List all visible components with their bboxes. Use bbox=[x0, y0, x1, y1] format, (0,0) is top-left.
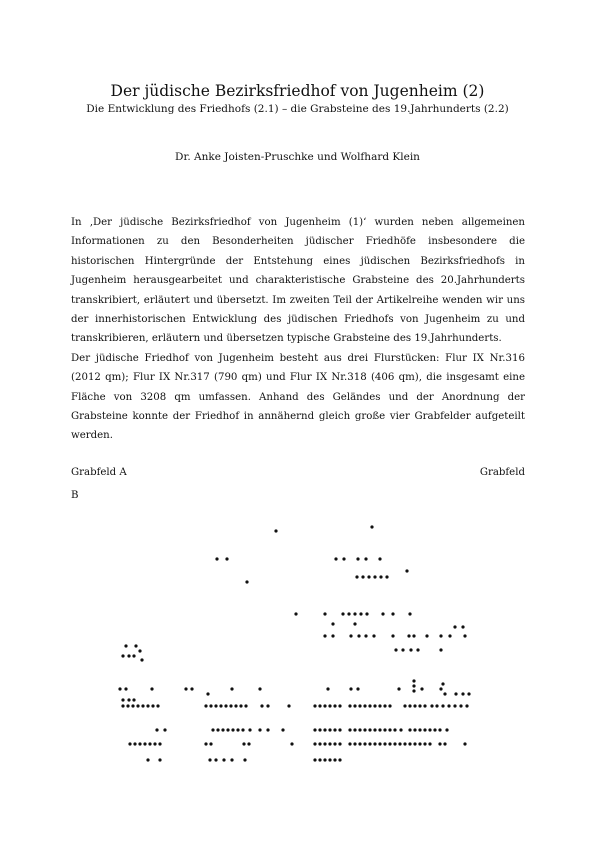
gravestone-marker bbox=[156, 704, 159, 707]
gravestone-marker bbox=[409, 648, 412, 651]
gravestone-marker bbox=[378, 742, 381, 745]
gravestone-marker bbox=[214, 704, 217, 707]
gravestone-marker bbox=[373, 575, 376, 578]
gravestone-marker bbox=[347, 612, 350, 615]
gravestone-marker bbox=[215, 557, 218, 560]
gravestone-marker bbox=[428, 728, 431, 731]
gravestone-marker bbox=[158, 742, 161, 745]
gravestone-marker bbox=[208, 758, 211, 761]
gravestone-marker bbox=[260, 704, 263, 707]
gravestone-marker bbox=[124, 644, 127, 647]
gravestone-marker bbox=[391, 612, 394, 615]
gravestone-marker bbox=[333, 728, 336, 731]
gravestone-marker bbox=[408, 742, 411, 745]
gravestone-marker bbox=[413, 704, 416, 707]
gravestone-marker bbox=[274, 529, 277, 532]
gravestone-marker bbox=[465, 704, 468, 707]
gravestone-marker bbox=[439, 634, 442, 637]
gravestone-marker bbox=[204, 704, 207, 707]
gravestone-marker bbox=[348, 704, 351, 707]
gravestone-marker bbox=[383, 704, 386, 707]
gravestone-marker bbox=[365, 612, 368, 615]
gravestone-marker bbox=[367, 575, 370, 578]
gravestone-marker bbox=[383, 728, 386, 731]
gravestone-marker bbox=[133, 742, 136, 745]
gravestone-marker bbox=[138, 742, 141, 745]
gravestone-marker bbox=[353, 622, 356, 625]
gravestone-marker bbox=[323, 742, 326, 745]
gravestone-marker bbox=[318, 704, 321, 707]
gravestone-marker bbox=[405, 569, 408, 572]
gravestone-marker bbox=[225, 557, 228, 560]
gravestone-marker bbox=[131, 704, 134, 707]
page-title: Der jüdische Bezirksfriedhof von Jugenheim (2) bbox=[110, 82, 485, 100]
gravestone-marker bbox=[328, 758, 331, 761]
gravestone-marker bbox=[143, 742, 146, 745]
gravestone-marker bbox=[412, 684, 415, 687]
gravestone-marker bbox=[326, 687, 329, 690]
gravestone-marker bbox=[146, 758, 149, 761]
gravestone-marker bbox=[216, 728, 219, 731]
gravestone-marker bbox=[128, 742, 131, 745]
gravestone-marker bbox=[323, 612, 326, 615]
gravestone-marker bbox=[342, 557, 345, 560]
gravestone-dots bbox=[118, 525, 470, 761]
gravestone-marker bbox=[359, 612, 362, 615]
gravestone-marker bbox=[266, 728, 269, 731]
gravestone-marker bbox=[413, 742, 416, 745]
gravestone-marker bbox=[127, 654, 130, 657]
gravestone-marker bbox=[378, 704, 381, 707]
gravestone-marker bbox=[190, 687, 193, 690]
gravestone-marker bbox=[397, 687, 400, 690]
gravestone-marker bbox=[353, 612, 356, 615]
gravestone-marker bbox=[290, 742, 293, 745]
gravestone-marker bbox=[222, 758, 225, 761]
gravestone-marker bbox=[209, 704, 212, 707]
gravestone-marker bbox=[141, 704, 144, 707]
gravestone-marker bbox=[239, 704, 242, 707]
gravestone-marker bbox=[428, 742, 431, 745]
gravestone-marker bbox=[248, 728, 251, 731]
gravestone-marker bbox=[364, 634, 367, 637]
gravestone-marker bbox=[435, 704, 438, 707]
gravestone-marker bbox=[121, 698, 124, 701]
paragraph-flurstuecke: Der jüdische Friedhof von Jugenheim besteht aus drei Flurstücken: Flur IX Nr.316 (2012 qm); Flur IX Nr.317 (790 qm) und Flur IX Nr.318 (406 qm), die insgesamt eine Fläche von 3208 qm umfassen. Anhand des Geländes und der Anordnung der Grabsteine konnte der Friedhof in annähernd gleich große vier Grabfelder aufgeteilt werden. bbox=[71, 352, 525, 442]
gravestone-marker bbox=[412, 689, 415, 692]
gravestone-marker bbox=[353, 704, 356, 707]
gravestone-marker bbox=[463, 742, 466, 745]
gravestone-marker bbox=[356, 557, 359, 560]
gravestone-marker bbox=[358, 728, 361, 731]
gravestone-marker bbox=[229, 704, 232, 707]
gravestone-marker bbox=[388, 704, 391, 707]
gravestone-marker bbox=[412, 679, 415, 682]
gravestone-marker bbox=[245, 580, 248, 583]
gravestone-marker bbox=[121, 654, 124, 657]
gravestone-marker bbox=[439, 687, 442, 690]
gravestone-marker bbox=[403, 704, 406, 707]
gravestone-marker bbox=[445, 728, 448, 731]
gravestone-marker bbox=[242, 742, 245, 745]
gravestone-marker bbox=[388, 728, 391, 731]
gravestone-marker bbox=[379, 575, 382, 578]
gravestone-marker bbox=[391, 634, 394, 637]
gravestone-marker bbox=[423, 728, 426, 731]
gravestone-marker bbox=[372, 634, 375, 637]
gravestone-marker bbox=[287, 704, 290, 707]
gravestone-marker bbox=[373, 728, 376, 731]
gravestone-marker bbox=[418, 704, 421, 707]
gravestone-marker bbox=[150, 687, 153, 690]
gravestone-marker bbox=[398, 742, 401, 745]
gravestone-marker bbox=[363, 728, 366, 731]
gravestone-marker bbox=[463, 634, 466, 637]
gravestone-marker bbox=[206, 692, 209, 695]
gravestone-marker bbox=[430, 704, 433, 707]
gravestone-marker bbox=[134, 644, 137, 647]
gravestone-marker bbox=[231, 728, 234, 731]
gravestone-marker bbox=[328, 704, 331, 707]
gravestone-marker bbox=[331, 622, 334, 625]
gravestone-marker bbox=[353, 728, 356, 731]
gravestone-marker bbox=[349, 634, 352, 637]
gravestone-marker bbox=[211, 728, 214, 731]
gravestone-marker bbox=[441, 682, 444, 685]
gravestone-marker bbox=[338, 704, 341, 707]
gravestone-marker bbox=[438, 728, 441, 731]
gravestone-marker bbox=[313, 758, 316, 761]
gravestone-marker bbox=[224, 704, 227, 707]
gravestone-marker bbox=[121, 704, 124, 707]
gravestone-marker bbox=[281, 728, 284, 731]
gravestone-marker bbox=[459, 704, 462, 707]
gravestone-marker bbox=[124, 687, 127, 690]
gravestone-marker bbox=[153, 742, 156, 745]
gravestone-marker bbox=[155, 728, 158, 731]
gravestone-marker bbox=[132, 698, 135, 701]
gravestone-marker bbox=[247, 742, 250, 745]
gravestone-marker bbox=[214, 758, 217, 761]
gravestone-marker bbox=[399, 728, 402, 731]
gravestone-marker bbox=[443, 692, 446, 695]
gravestone-marker bbox=[370, 525, 373, 528]
gravestone-marker bbox=[318, 742, 321, 745]
gravestone-marker bbox=[363, 742, 366, 745]
gravestone-marker bbox=[323, 634, 326, 637]
gravestone-marker bbox=[453, 625, 456, 628]
gravestone-marker bbox=[412, 634, 415, 637]
gravestone-marker bbox=[388, 742, 391, 745]
gravestone-marker bbox=[373, 704, 376, 707]
grabfeld-b-label: Grabfeld bbox=[479, 467, 525, 478]
gravestone-marker bbox=[425, 634, 428, 637]
gravestone-marker bbox=[418, 728, 421, 731]
gravestone-marker bbox=[413, 728, 416, 731]
gravestone-marker bbox=[266, 704, 269, 707]
gravestone-marker bbox=[433, 728, 436, 731]
gravestone-marker bbox=[358, 704, 361, 707]
gravestone-marker bbox=[378, 728, 381, 731]
gravestone-marker bbox=[333, 758, 336, 761]
gravestone-marker bbox=[146, 704, 149, 707]
gravestone-marker bbox=[348, 728, 351, 731]
gravestone-marker bbox=[226, 728, 229, 731]
gravestone-marker bbox=[416, 648, 419, 651]
gravestone-marker bbox=[184, 687, 187, 690]
gravestone-marker bbox=[230, 687, 233, 690]
gravestone-marker bbox=[126, 704, 129, 707]
paragraph-intro: In ‚Der jüdische Bezirksfriedhof von Jugenheim (1)‘ wurden neben allgemeinen Informationen zu den Besonderheiten jüdischer Friedhöfe insbesondere die historischen Hintergründe der Entstehung eines jüdischen Bezirksfriedhofs in Jugenheim herausgearbeitet und charakteristische Grabsteine des 20.Jahrhunderts transkribiert, erläutert und übersetzt. Im zweiten Teil der Artikelreihe wenden wir uns der innerhistorischen Entwicklung des jüdischen Friedhofs von Jugenheim zu und transkribieren, erläutern und übersetzen typische Grabsteine des 19.Jahrhunderts. bbox=[71, 217, 525, 345]
gravestone-marker bbox=[328, 728, 331, 731]
gravestone-marker bbox=[338, 728, 341, 731]
gravestone-marker bbox=[338, 758, 341, 761]
gravestone-marker bbox=[363, 704, 366, 707]
gravestone-marker bbox=[378, 557, 381, 560]
gravestone-marker bbox=[333, 742, 336, 745]
gravestone-marker bbox=[443, 742, 446, 745]
gravestone-marker bbox=[118, 687, 121, 690]
gravestone-marker bbox=[393, 742, 396, 745]
page-subtitle: Die Entwicklung des Friedhofs (2.1) – die Grabsteine des 19.Jahrhunderts (2.2) bbox=[86, 103, 509, 115]
gravestone-marker bbox=[364, 557, 367, 560]
gravestone-marker bbox=[408, 728, 411, 731]
gravestone-marker bbox=[423, 742, 426, 745]
gravestone-marker bbox=[453, 704, 456, 707]
gravestone-marker bbox=[358, 742, 361, 745]
gravestone-marker bbox=[441, 704, 444, 707]
gravestone-marker bbox=[401, 648, 404, 651]
gravestone-marker bbox=[136, 704, 139, 707]
gravestone-marker bbox=[323, 728, 326, 731]
gravestone-marker bbox=[209, 742, 212, 745]
gravestone-marker bbox=[420, 687, 423, 690]
gravestone-marker bbox=[461, 692, 464, 695]
gravestone-marker bbox=[368, 704, 371, 707]
gravestone-marker bbox=[140, 658, 143, 661]
gravestone-marker bbox=[454, 692, 457, 695]
gravestone-marker bbox=[357, 634, 360, 637]
gravestone-marker bbox=[236, 728, 239, 731]
gravestone-marker bbox=[447, 704, 450, 707]
gravestone-marker bbox=[318, 728, 321, 731]
gravestone-marker bbox=[355, 575, 358, 578]
gravestone-marker bbox=[361, 575, 364, 578]
gravestone-marker bbox=[373, 742, 376, 745]
gravestone-marker bbox=[294, 612, 297, 615]
gravestone-marker bbox=[151, 704, 154, 707]
gravestone-marker bbox=[423, 704, 426, 707]
gravestone-marker bbox=[328, 742, 331, 745]
gravestone-marker bbox=[318, 758, 321, 761]
gravestone-marker bbox=[148, 742, 151, 745]
gravestone-marker bbox=[158, 758, 161, 761]
gravestone-marker bbox=[448, 634, 451, 637]
gravestone-marker bbox=[127, 698, 130, 701]
gravestone-marker bbox=[403, 742, 406, 745]
gravestone-marker bbox=[408, 704, 411, 707]
gravestone-marker bbox=[230, 758, 233, 761]
gravestone-marker bbox=[385, 575, 388, 578]
gravestone-marker bbox=[334, 557, 337, 560]
gravestone-marker bbox=[204, 742, 207, 745]
gravestone-marker bbox=[241, 728, 244, 731]
gravestone-marker bbox=[341, 612, 344, 615]
gravestone-marker bbox=[348, 742, 351, 745]
gravestone-marker bbox=[467, 692, 470, 695]
gravestone-marker bbox=[393, 728, 396, 731]
gravestone-marker bbox=[313, 728, 316, 731]
gravestone-marker bbox=[313, 742, 316, 745]
gravestone-marker bbox=[356, 687, 359, 690]
gravestone-marker bbox=[333, 704, 336, 707]
gravestone-marker bbox=[368, 742, 371, 745]
gravestone-marker bbox=[461, 625, 464, 628]
gravestone-marker bbox=[368, 728, 371, 731]
gravestone-marker bbox=[219, 704, 222, 707]
gravestone-marker bbox=[394, 648, 397, 651]
gravestone-marker bbox=[132, 654, 135, 657]
gravestone-marker bbox=[349, 687, 352, 690]
gravestone-marker bbox=[243, 758, 246, 761]
gravestone-marker bbox=[353, 742, 356, 745]
authors: Dr. Anke Joisten-Pruschke und Wolfhard Klein bbox=[175, 151, 420, 163]
gravestone-marker bbox=[323, 758, 326, 761]
gravestone-marker bbox=[408, 612, 411, 615]
gravestone-marker bbox=[138, 649, 141, 652]
gravestone-marker bbox=[407, 634, 410, 637]
grabfeld-b-letter: B bbox=[71, 490, 79, 501]
gravestone-marker bbox=[258, 687, 261, 690]
gravestone-marker bbox=[438, 742, 441, 745]
gravestone-marker bbox=[234, 704, 237, 707]
gravestone-marker bbox=[383, 742, 386, 745]
gravestone-marker bbox=[323, 704, 326, 707]
gravestone-marker bbox=[244, 704, 247, 707]
gravestone-marker bbox=[331, 634, 334, 637]
gravestone-marker bbox=[439, 648, 442, 651]
gravestone-marker bbox=[221, 728, 224, 731]
gravestone-marker bbox=[381, 612, 384, 615]
gravestone-marker bbox=[163, 728, 166, 731]
gravestone-marker bbox=[258, 728, 261, 731]
gravestone-marker bbox=[338, 742, 341, 745]
gravestone-marker bbox=[313, 704, 316, 707]
gravestone-marker bbox=[418, 742, 421, 745]
grabfeld-a-label: Grabfeld A bbox=[71, 467, 127, 478]
